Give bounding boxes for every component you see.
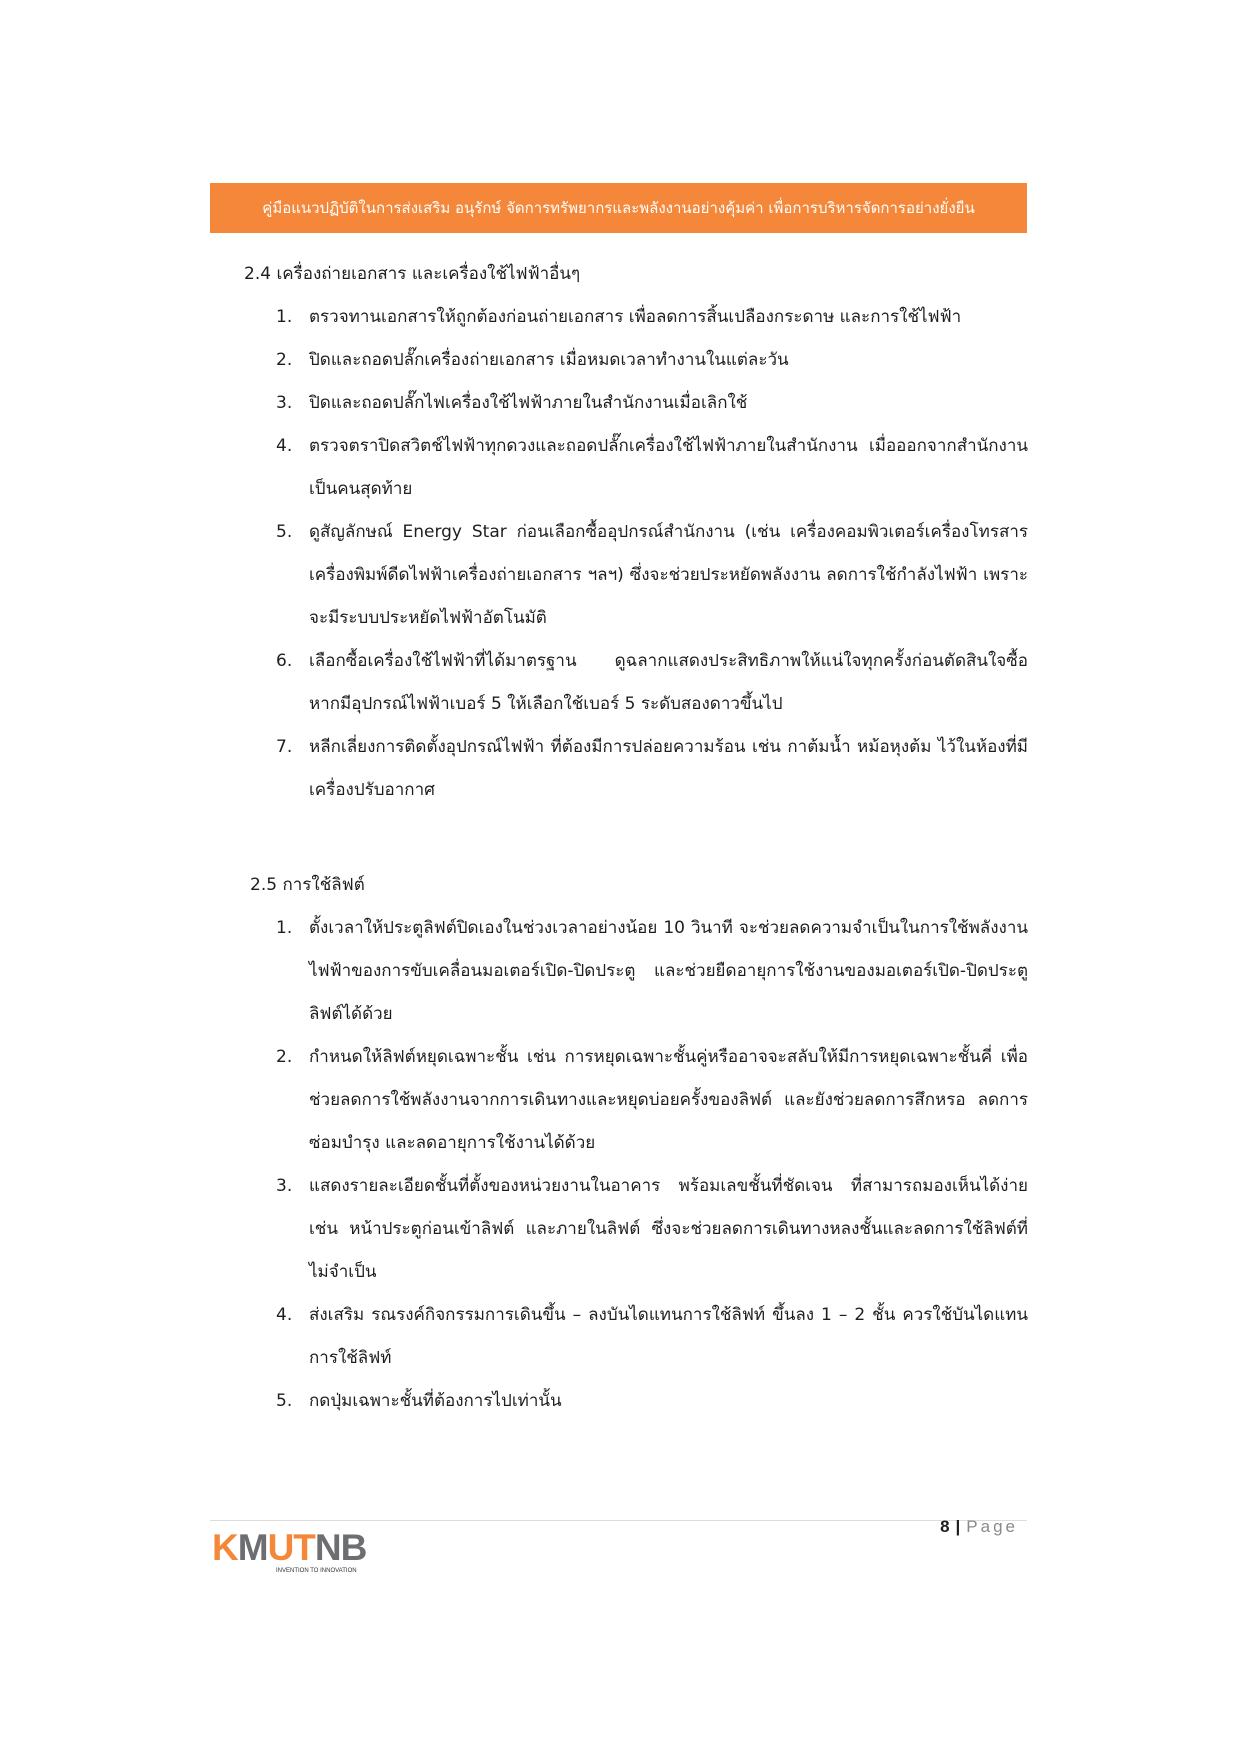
- list-item-text: หลีกเลี่ยงการติดตั้งอุปกรณ์ไฟฟ้า ที่ต้องมีการปล่อยความร้อน เช่น กาต้มน้ำ หม้อหุงต้ม ไว้ในห้องที่มีเครื่องปรับอากาศ: [309, 737, 1028, 800]
- list-item-number: 5.: [276, 1391, 293, 1411]
- list-item: [276, 1294, 1028, 1380]
- list-item-text: กดปุ่มเฉพาะชั้นที่ต้องการไปเท่านั้น: [309, 1391, 562, 1411]
- logo-wordmark: KMUTNB: [212, 1527, 367, 1568]
- list-item-text: กำหนดให้ลิฟต์หยุดเฉพาะชั้น เช่น การหยุดเฉพาะชั้นคู่หรืออาจจะสลับให้มีการหยุดเฉพาะชั้นคี่ เพื่อช่วยลดการใช้พลังงานจากการเดินทางและหยุดบ่อยครั้งของลิฟต์ และยังช่วยลดการสึกหรอ ลดการซ่อมบำรุง และลดอายุการใช้งานได้ด้วย: [309, 1047, 1028, 1153]
- list-item-number: 5.: [276, 522, 293, 542]
- page-number-value: 8: [940, 1517, 950, 1536]
- list-item: [276, 296, 1028, 339]
- elevator-list: [276, 907, 1028, 1423]
- header-band: [210, 183, 1027, 233]
- office-equipment-list: [276, 296, 1028, 812]
- page-label: Page: [966, 1517, 1018, 1536]
- list-item: [276, 425, 1028, 511]
- list-item-number: 1.: [276, 307, 293, 327]
- list-item-text: แสดงรายละเอียดชั้นที่ตั้งของหน่วยงานในอาคาร พร้อมเลขชั้นที่ชัดเจน ที่สามารถมองเห็นได้ง่าย เช่น หน้าประตูก่อนเข้าลิฟต์ และภายในลิฟต์ ซึ่งจะช่วยลดการเดินทางหลงชั้นและลดการใช้ลิฟต์ที่ไม่จำเป็น: [309, 1176, 1028, 1282]
- page-number: [900, 1515, 1018, 1539]
- list-item-text: เลือกซื้อเครื่องใช้ไฟฟ้าที่ได้มาตรฐาน ดูฉลากแสดงประสิทธิภาพให้แน่ใจทุกครั้งก่อนตัดสินใจซื้อ หากมีอุปกรณ์ไฟฟ้าเบอร์ 5 ให้เลือกใช้เบอร์ 5 ระดับสองดาวขึ้นไป: [309, 651, 1028, 714]
- list-item-number: 2.: [276, 1047, 293, 1067]
- list-item: [276, 1380, 1028, 1423]
- list-item: [276, 640, 1028, 726]
- list-item-text: ตรวจตราปิดสวิตช์ไฟฟ้าทุกดวงและถอดปลั๊กเครื่องใช้ไฟฟ้าภายในสำนักงาน เมื่อออกจากสำนักงานเป็นคนสุดท้าย: [309, 436, 1028, 499]
- list-item-text: ส่งเสริม รณรงค์กิจกรรมการเดินขึ้น – ลงบันไดแทนการใช้ลิฟท์ ขึ้นลง 1 – 2 ชั้น ควรใช้บันไดแทนการใช้ลิฟท์: [309, 1305, 1028, 1368]
- list-item: [276, 1165, 1028, 1294]
- list-item-number: 2.: [276, 350, 293, 370]
- list-item: [276, 907, 1028, 1036]
- list-item: [276, 726, 1028, 812]
- list-item-number: 6.: [276, 651, 293, 671]
- list-item-number: 4.: [276, 1305, 293, 1325]
- list-item-text: ตั้งเวลาให้ประตูลิฟต์ปิดเองในช่วงเวลาอย่างน้อย 10 วินาที จะช่วยลดความจำเป็นในการใช้พลังงานไฟฟ้าของการขับเคลื่อนมอเตอร์เปิด-ปิดประตู และช่วยยืดอายุการใช้งานของมอเตอร์เปิด-ปิดประตูลิฟต์ได้ด้วย: [309, 918, 1028, 1024]
- list-item-number: 3.: [276, 1176, 293, 1196]
- section-heading-elevator: 2.5 การใช้ลิฟต์: [250, 875, 365, 895]
- list-item-text: ปิดและถอดปลั๊กเครื่องถ่ายเอกสาร เมื่อหมดเวลาทำงานในแต่ละวัน: [309, 350, 789, 370]
- list-item: [276, 511, 1028, 640]
- list-item-text: ดูสัญลักษณ์ Energy Star ก่อนเลือกซื้ออุปกรณ์สำนักงาน (เช่น เครื่องคอมพิวเตอร์เครื่องโทรสาร เครื่องพิมพ์ดีดไฟฟ้าเครื่องถ่ายเอกสาร ฯลฯ) ซึ่งจะช่วยประหยัดพลังงาน ลดการใช้กำลังไฟฟ้า เพราะจะมีระบบประหยัดไฟฟ้าอัตโนมัติ: [309, 522, 1028, 628]
- list-item: [276, 1036, 1028, 1165]
- section-heading-office-equipment: 2.4 เครื่องถ่ายเอกสาร และเครื่องใช้ไฟฟ้าอื่นๆ: [244, 264, 581, 284]
- list-item-text: ปิดและถอดปลั๊กไฟเครื่องใช้ไฟฟ้าภายในสำนักงานเมื่อเลิกใช้: [309, 393, 748, 413]
- list-item: [276, 339, 1028, 382]
- list-item-number: 4.: [276, 436, 293, 456]
- list-item-number: 7.: [276, 737, 293, 757]
- logo-tagline: INVENTION TO INNOVATION: [276, 1568, 357, 1574]
- header-title: คู่มือแนวปฏิบัติในการส่งเสริม อนุรักษ์ จัดการทรัพยากรและพลังงานอย่างคุ้มค่า เพื่อการบริหารจัดการอย่างยั่งยืน: [262, 199, 975, 217]
- kmutnb-logo: [212, 1528, 382, 1576]
- page-separator: |: [955, 1517, 961, 1536]
- list-item: [276, 382, 1028, 425]
- list-item-number: 1.: [276, 918, 293, 938]
- list-item-text: ตรวจทานเอกสารให้ถูกต้องก่อนถ่ายเอกสาร เพื่อลดการสิ้นเปลืองกระดาษ และการใช้ไฟฟ้า: [309, 307, 962, 327]
- list-item-number: 3.: [276, 393, 293, 413]
